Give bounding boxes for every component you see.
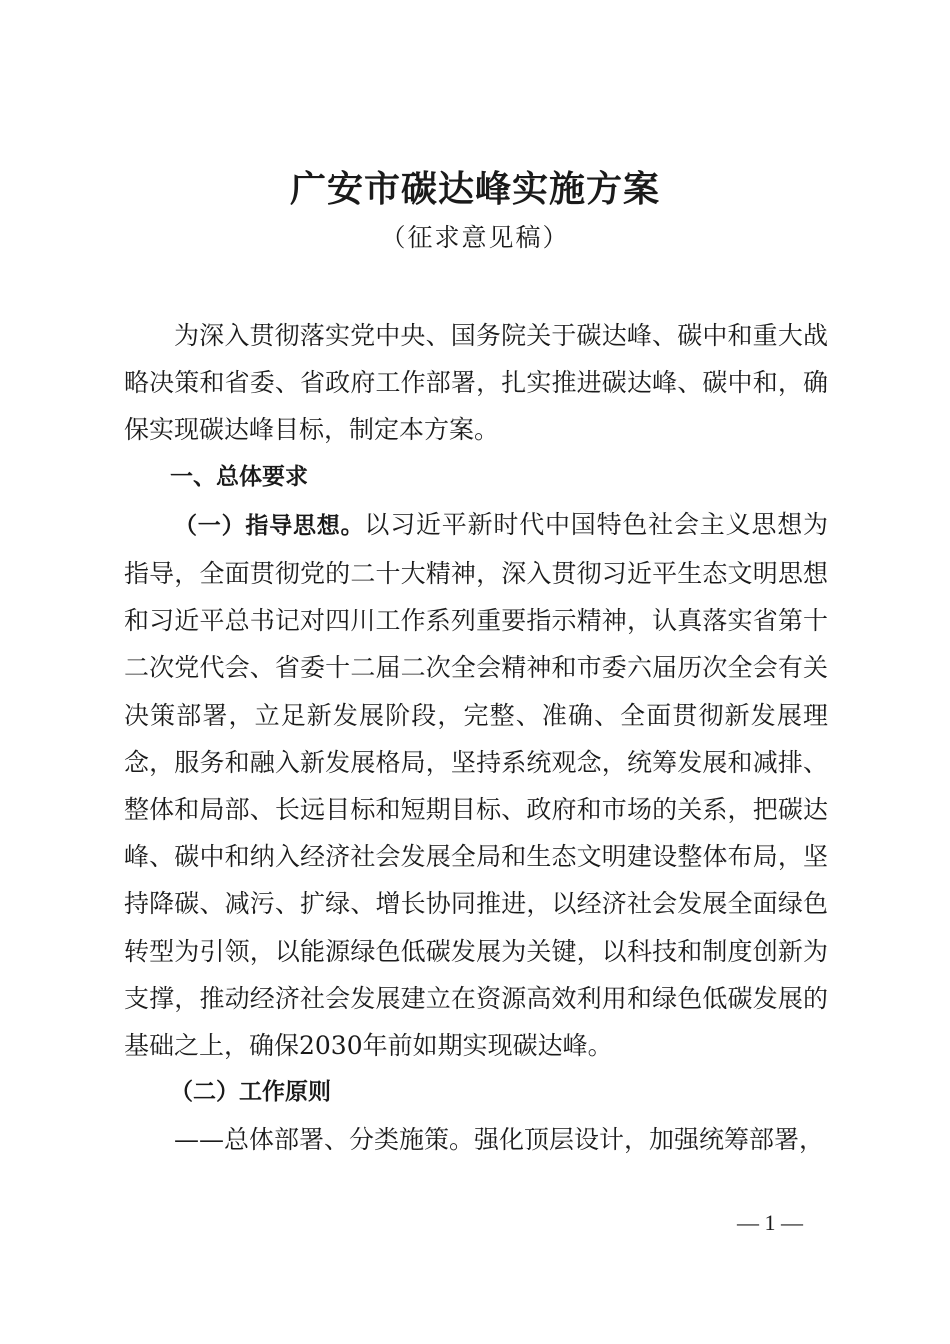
subsection-heading-work-principles: （二）工作原则 xyxy=(170,1079,331,1106)
guiding-ideology-heading: （一）指导思想。 xyxy=(174,512,365,539)
principle-paragraph: ——总体部署、分类施策。强化顶层设计，加强统筹部署， xyxy=(174,1125,825,1155)
document-title: 广安市碳达峰实施方案 xyxy=(289,168,660,210)
document-body xyxy=(124,312,828,1164)
page-number: — 1 — xyxy=(737,1210,803,1235)
guiding-ideology-paragraph xyxy=(124,501,828,1069)
guiding-ideology-text: 以习近平新时代中国特色社会主义思想为指导，全面贯彻党的二十大精神，深入贯彻习近平生态文明思想和习近平总书记对四川工作系列重要指示精神，认真落实省第十二次党代会、省委十二届二次全会精神和市委六届历次全会有关决策部署，立足新发展阶段，完整、准确、全面贯彻新发展理念，服务和融入新发展格局，坚持系统观念，统筹发展和减排、整体和局部、长远目标和短期目标、政府和市场的关系，把碳达峰、碳中和纳入经济社会发展全局和生态文明建设整体布局，坚持降碳、减污、扩绿、增长协同推进，以经济社会发展全面绿色转型为引领，以能源绿色低碳发展为关键，以科技和制度创新为支撑，推动经济社会发展建立在资源高效利用和绿色低碳发展的基础之上，确保2030年前如期实现碳达峰。 xyxy=(124,509,828,1061)
section-heading-overall-requirements: 一、总体要求 xyxy=(170,463,308,490)
document-subtitle: （征求意见稿） xyxy=(380,223,570,252)
intro-paragraph: 为深入贯彻落实党中央、国务院关于碳达峰、碳中和重大战略决策和省委、省政府工作部署，扎实推进碳达峰、碳中和，确保实现碳达峰目标，制定本方案。 xyxy=(124,321,828,445)
